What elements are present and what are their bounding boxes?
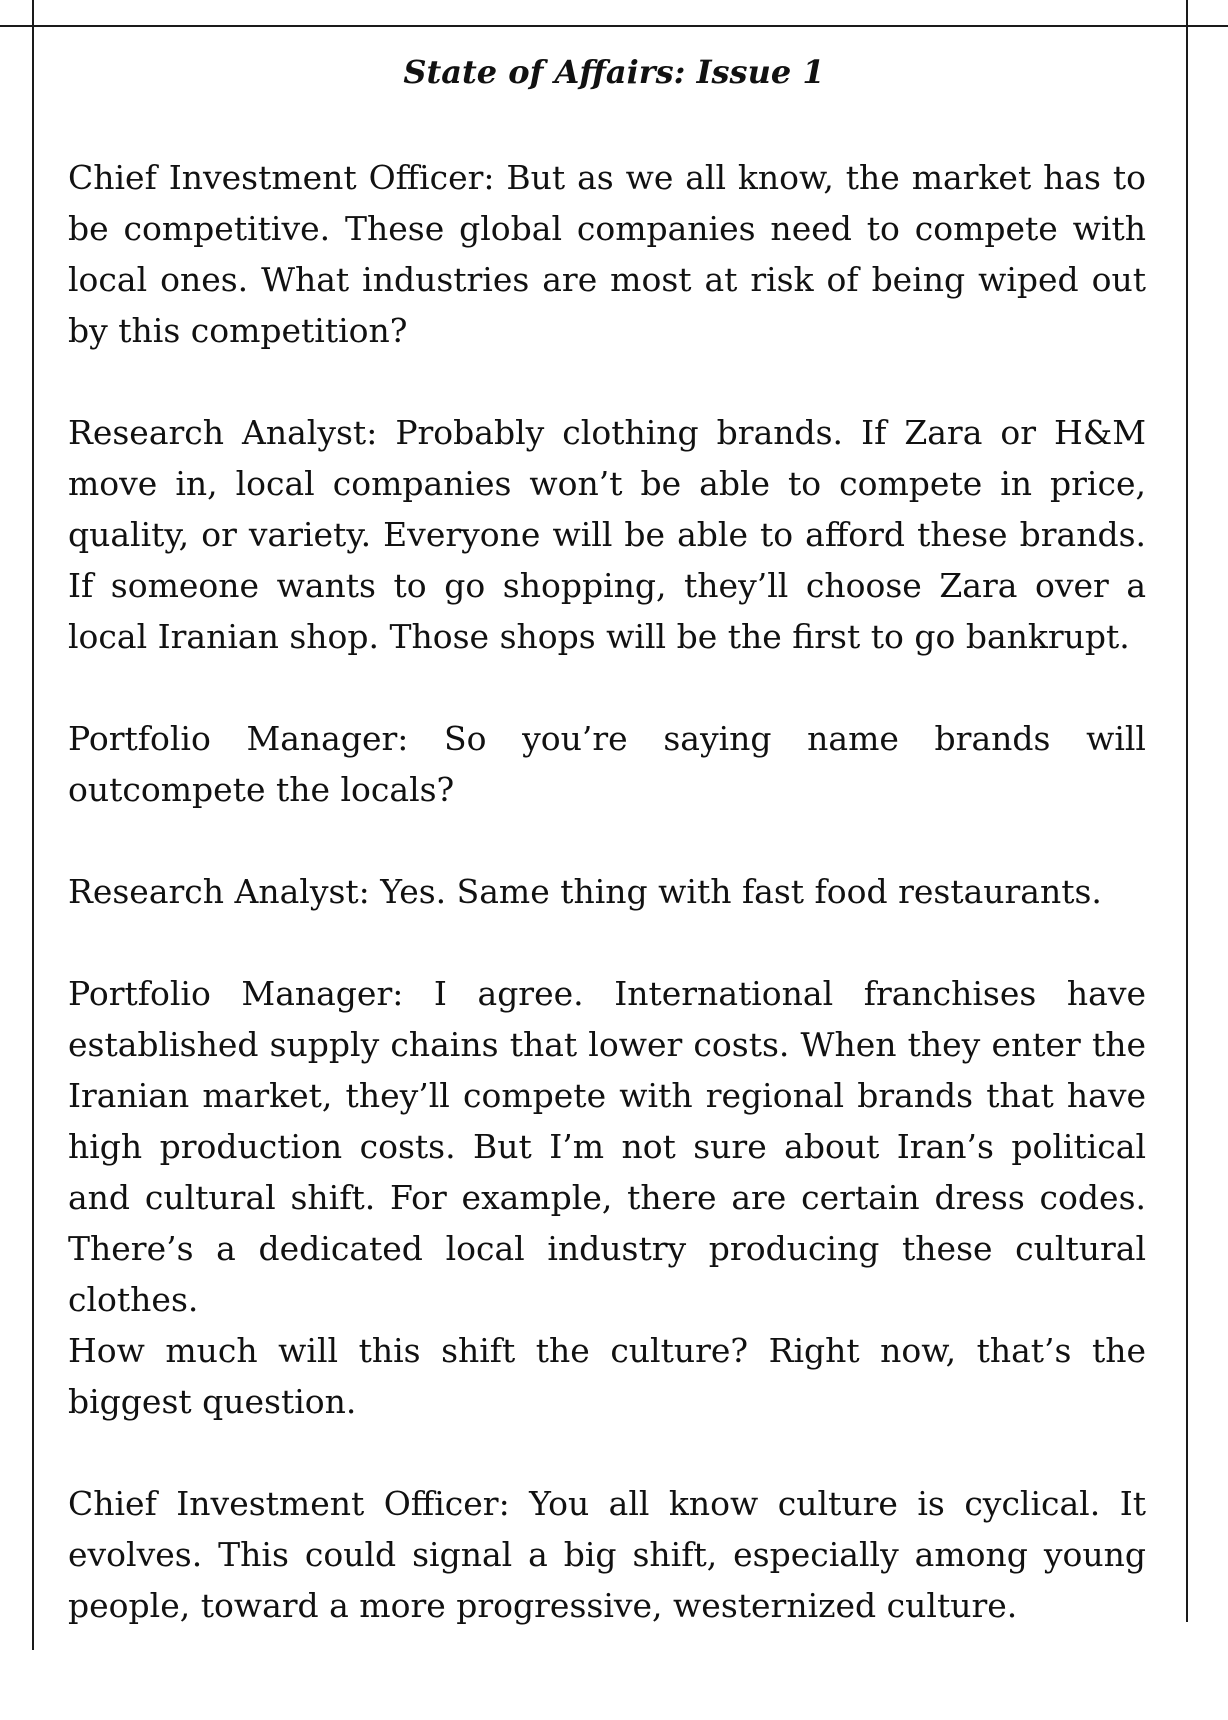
dialogue-paragraph: Chief Investment Officer: But as we all know, the market has to be competitive. These global companies need to compete with local ones. What industries are most at risk of being wiped out by this competition?: [68, 158, 1146, 350]
page-border-left: [32, 0, 34, 1650]
dialogue-paragraph: Research Analyst: Yes. Same thing with fast food restaurants.: [68, 872, 1102, 911]
page-border-top: [0, 25, 1228, 27]
dialogue-paragraph: Portfolio Manager: So you’re saying name brands will outcompete the locals?: [68, 719, 1146, 809]
page-title: State of Affairs: Issue 1: [403, 53, 825, 91]
dialogue-paragraph-part: Portfolio Manager: I agree. International franchises have established supply chains that lower costs. When they enter the Iranian market, they’ll compete with regional brands that have high production costs. But I’m not sure about Iran’s political and cultural shift. For example, there are certain dress codes. There’s a dedicated local industry producing these cultural clothes.: [68, 974, 1146, 1319]
dialogue-paragraph: Research Analyst: Probably clothing brands. If Zara or H&M move in, local companies won’t be able to compete in price, quality, or variety. Everyone will be able to afford these brands. If someone wants to go shopping, they’ll choose Zara over a local Iranian shop. Those shops will be the first to go bankrupt.: [68, 413, 1146, 656]
dialogue-body: [68, 152, 1146, 1631]
dialogue-paragraph-part: How much will this shift the culture? Right now, that’s the biggest question.: [68, 1331, 1146, 1421]
page-border-right: [1186, 0, 1188, 1622]
dialogue-paragraph: Chief Investment Officer: You all know culture is cyclical. It evolves. This could signal a big shift, especially among young people, toward a more progressive, westernized culture.: [68, 1484, 1146, 1625]
dialogue-paragraph: [68, 968, 1146, 1427]
